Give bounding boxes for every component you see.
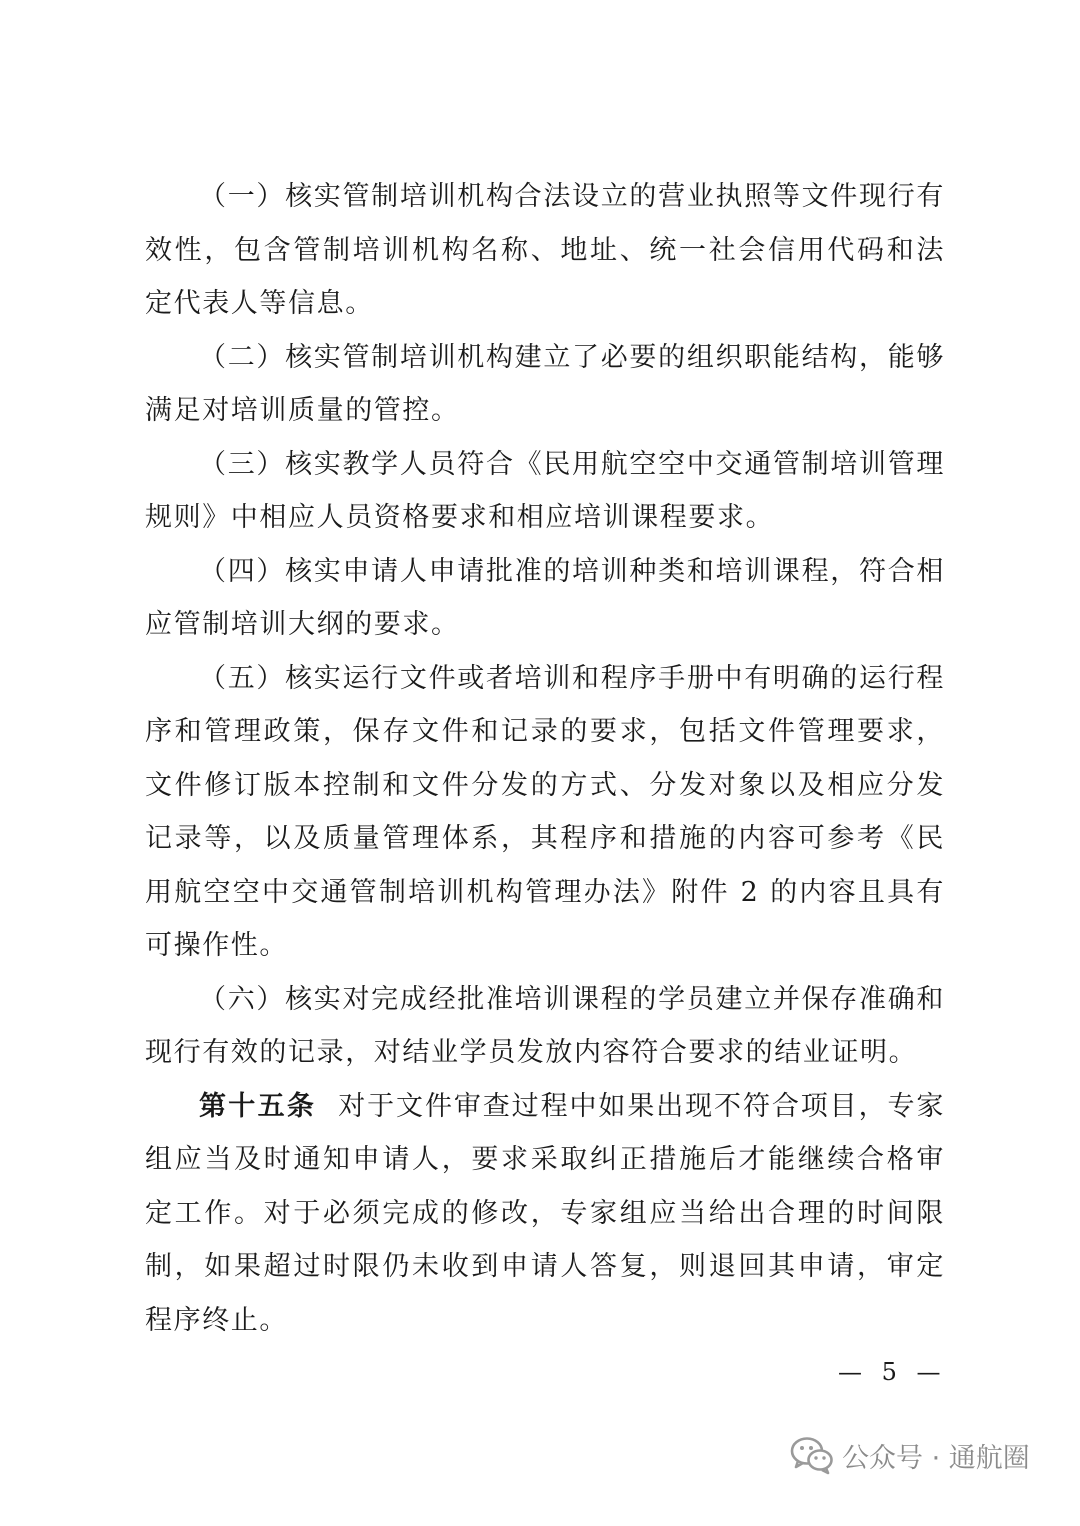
article-paragraph (145, 1080, 945, 1348)
paragraph-1: （一）核实管制培训机构合法设立的营业执照等文件现行有效性，包含管制培训机构名称、地址、统一社会信用代码和法定代表人等信息。 (145, 181, 945, 319)
paragraph-3: （三）核实教学人员符合《民用航空空中交通管制培训管理规则》中相应人员资格要求和相应培训课程要求。 (145, 448, 945, 533)
page-number: — 5 — (838, 1358, 947, 1386)
watermark-text: 公众号 · 通航圈 (842, 1442, 1030, 1474)
wechat-icon (790, 1435, 834, 1475)
paragraph-2: （二）核实管制培训机构建立了必要的组织职能结构，能够满足对培训质量的管控。 (145, 341, 945, 426)
paragraph-5: （五）核实运行文件或者培训和程序手册中有明确的运行程序和管理政策，保存文件和记录的要求，包括文件管理要求，文件修订版本控制和文件分发的方式、分发对象以及相应分发记录等，以及质量管理体系，其程序和措施的内容可参考《民用航空空中交通管制培训机构管理办法》附件 2 的内容且具有可操作性。 (145, 662, 945, 961)
article-text: 对于文件审查过程中如果出现不符合项目，专家组应当及时通知申请人，要求采取纠正措施后才能继续合格审定工作。对于必须完成的修改，专家组应当给出合理的时间限制，如果超过时限仍未收到申请人答复，则退回其申请，审定程序终止。 (145, 1090, 945, 1336)
paragraph-6: （六）核实对完成经批准培训课程的学员建立并保存准确和现行有效的记录，对结业学员发放内容符合要求的结业证明。 (145, 983, 945, 1068)
watermark (790, 1432, 1030, 1478)
document-body (145, 170, 945, 1347)
article-number: 第十五条 (199, 1090, 317, 1122)
paragraph-4: （四）核实申请人申请批准的培训种类和培训课程，符合相应管制培训大纲的要求。 (145, 555, 945, 640)
